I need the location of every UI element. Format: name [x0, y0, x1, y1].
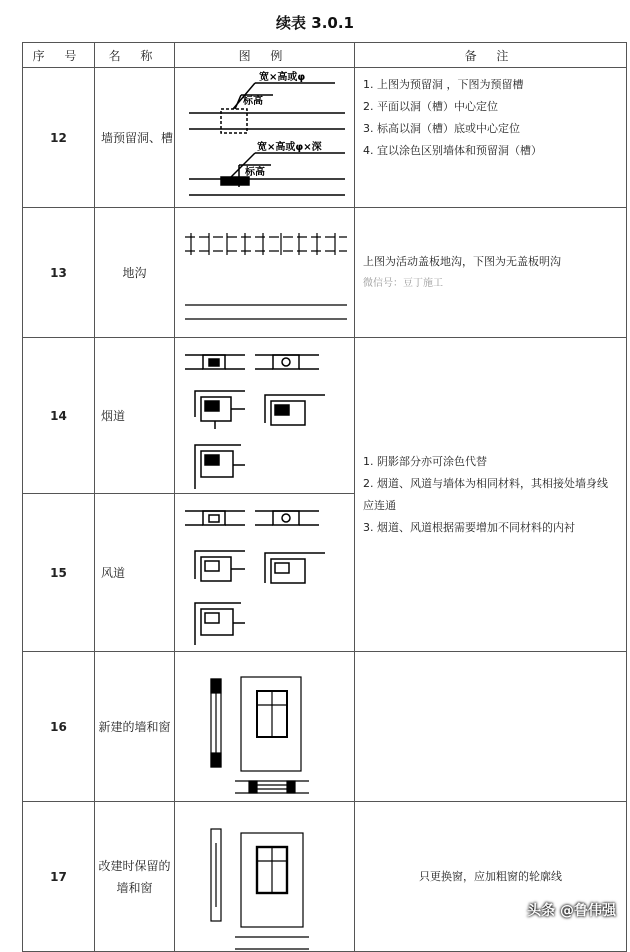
header-note: 备 注	[355, 43, 627, 68]
row-figure	[175, 338, 355, 494]
row-name: 墙预留洞、槽	[95, 68, 175, 208]
fig-label: 宽×高或φ×深	[257, 141, 322, 153]
trench-figure	[175, 209, 355, 337]
table-row	[23, 652, 627, 802]
note-item: 1. 阴影部分亦可涂色代替	[363, 454, 487, 468]
row-notes	[355, 208, 627, 338]
note-item: 3. 烟道、风道根据需要增加不同材料的内衬	[363, 520, 575, 534]
row-num: 17	[23, 802, 95, 952]
row-figure	[175, 68, 355, 208]
row-figure	[175, 208, 355, 338]
legend-table	[22, 42, 627, 952]
note-item: 1. 上图为预留洞 ，下图为预留槽	[363, 78, 524, 91]
table-row	[23, 802, 627, 952]
row-name: 新建的墙和窗	[95, 652, 175, 802]
row-name: 改建时保留的墙和窗	[95, 802, 175, 952]
watermark-text: 微信号：豆丁施工	[363, 277, 443, 289]
row-num: 14	[23, 338, 95, 494]
shared-notes	[355, 338, 627, 652]
new-wall-window-figure	[175, 653, 355, 801]
row-num: 12	[23, 68, 95, 208]
row-name: 地沟	[95, 208, 175, 338]
row-notes	[355, 652, 627, 802]
table-title: 续表 3.0.1	[276, 14, 354, 32]
reserved-hole-figure	[175, 69, 355, 207]
row-notes	[355, 68, 627, 208]
row-name: 风道	[95, 494, 175, 652]
row-figure	[175, 652, 355, 802]
retained-wall-window-figure	[175, 803, 355, 951]
air-duct-figure	[175, 495, 355, 651]
row-num: 15	[23, 494, 95, 652]
note-item: 只更换窗，应加粗窗的轮廓线	[419, 869, 562, 883]
row-name: 烟道	[95, 338, 175, 494]
row-figure	[175, 494, 355, 652]
flue-figure	[175, 339, 355, 493]
brand-watermark: 头条 @鲁伟强	[527, 903, 616, 919]
row-num: 13	[23, 208, 95, 338]
row-figure	[175, 802, 355, 952]
note-item: 3. 标高以洞（槽）底或中心定位	[363, 122, 520, 135]
table-row	[23, 338, 627, 494]
note-item: 2. 平面以洞（槽）中心定位	[363, 100, 498, 113]
table-row	[23, 68, 627, 208]
note-item: 4. 宜以涂色区别墙体和预留洞（槽）	[363, 144, 542, 157]
fig-label: 标高	[243, 95, 263, 107]
row-num: 16	[23, 652, 95, 802]
note-item: 2. 烟道、风道与墙体为相同材料，其相接处墙身线应连通	[363, 476, 608, 512]
note-item: 上图为活动盖板地沟，下图为无盖板明沟	[363, 254, 561, 268]
header-row	[23, 43, 627, 68]
header-name: 名 称	[95, 43, 175, 68]
table-row	[23, 208, 627, 338]
fig-label: 标高	[245, 166, 265, 178]
row-notes	[355, 802, 627, 952]
header-num: 序 号	[23, 43, 95, 68]
header-figure: 图 例	[175, 43, 355, 68]
fig-label: 宽×高或φ	[259, 71, 306, 83]
